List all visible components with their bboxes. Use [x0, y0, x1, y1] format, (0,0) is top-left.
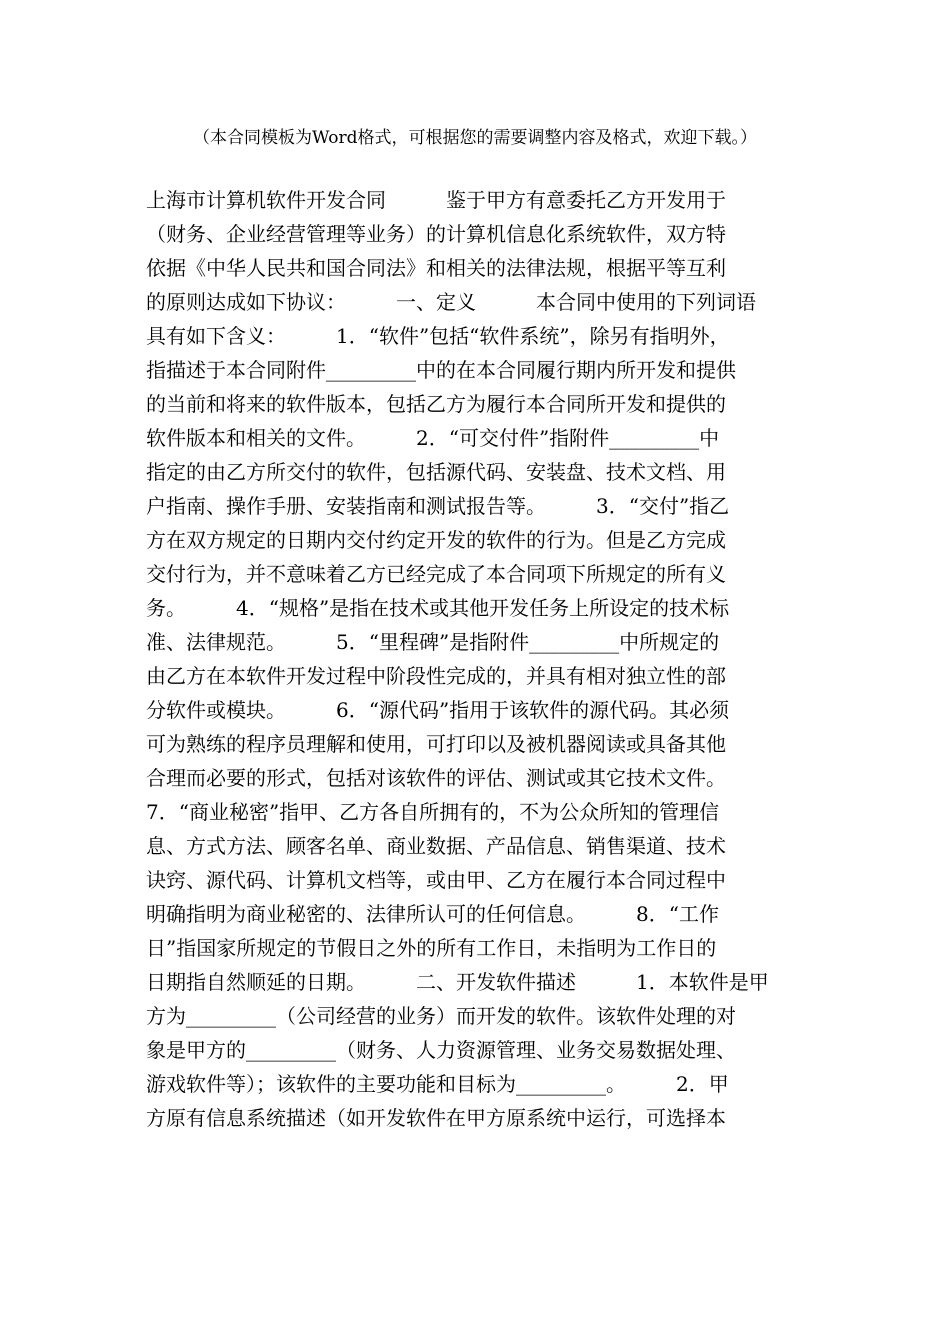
contract-text-line: 可为熟练的程序员理解和使用，可打印以及被机器阅读或具备其他 — [146, 732, 726, 756]
contract-text-line: 日”指国家所规定的节假日之外的所有工作日，未指明为工作日的 — [146, 936, 717, 960]
contract-text-line: 户指南、操作手册、安装指南和测试报告等。 3．“交付”指乙 — [146, 494, 730, 518]
contract-text-line: 务。 4．“规格”是指在技术或其他开发任务上所设定的技术标 — [146, 596, 730, 620]
contract-text-line: 软件版本和相关的文件。 2．“可交付件”指附件_________中 — [146, 426, 720, 450]
contract-text-line: 日期指自然顺延的日期。 二、开发软件描述 1．本软件是甲 — [146, 970, 769, 994]
contract-text-line: 指定的由乙方所交付的软件，包括源代码、安装盘、技术文档、用 — [146, 460, 726, 484]
contract-text-line: 象是甲方的_________（财务、人力资源管理、业务交易数据处理、 — [146, 1038, 736, 1062]
contract-text-line: 分软件或模块。 6．“源代码”指用于该软件的源代码。其必须 — [146, 698, 730, 722]
contract-text-line: 准、法律规范。 5．“里程碑”是指附件_________中所规定的 — [146, 630, 720, 654]
contract-text-line: 具有如下含义： 1．“软件”包括“软件系统”，除另有指明外， — [146, 324, 730, 348]
contract-body — [146, 183, 769, 1135]
contract-text-line: 诀窍、源代码、计算机文档等，或由甲、乙方在履行本合同过程中 — [146, 868, 726, 892]
template-note: （本合同模板为Word格式，可根据您的需要调整内容及格式，欢迎下载。） — [192, 128, 758, 148]
contract-text-line: 的当前和将来的软件版本，包括乙方为履行本合同所开发和提供的 — [146, 392, 726, 416]
contract-text-line: 指描述于本合同附件_________中的在本合同履行期内所开发和提供 — [146, 358, 736, 382]
contract-text-line: 方为_________（公司经营的业务）而开发的软件。该软件处理的对 — [146, 1004, 736, 1028]
contract-text-line: 的原则达成如下协议： 一、定义 本合同中使用的下列词语 — [146, 290, 756, 314]
contract-text-line: 上海市计算机软件开发合同 鉴于甲方有意委托乙方开发用于 — [146, 188, 726, 212]
contract-text-line: 息、方式方法、顾客名单、商业数据、产品信息、销售渠道、技术 — [146, 834, 726, 858]
contract-text-line: 方原有信息系统描述（如开发软件在甲方原系统中运行，可选择本 — [146, 1106, 726, 1130]
contract-text-line: 合理而必要的形式，包括对该软件的评估、测试或其它技术文件。 — [146, 766, 726, 790]
contract-text-line: 交付行为，并不意味着乙方已经完成了本合同项下所规定的所有义 — [146, 562, 726, 586]
contract-text-line: 由乙方在本软件开发过程中阶段性完成的，并具有相对独立性的部 — [146, 664, 726, 688]
contract-text-line: （财务、企业经营管理等业务）的计算机信息化系统软件，双方特 — [146, 222, 726, 246]
contract-text-line: 依据《中华人民共和国合同法》和相关的法律法规，根据平等互利 — [146, 256, 726, 280]
contract-text-line: 方在双方规定的日期内交付约定开发的软件的行为。但是乙方完成 — [146, 528, 726, 552]
contract-text-line: 明确指明为商业秘密的、法律所认可的任何信息。 8．“工作 — [146, 902, 719, 926]
contract-text-line: 游戏软件等）；该软件的主要功能和目标为_________。 2．甲 — [146, 1072, 729, 1096]
contract-text-line: 7．“商业秘密”指甲、乙方各自所拥有的，不为公众所知的管理信 — [146, 800, 720, 824]
